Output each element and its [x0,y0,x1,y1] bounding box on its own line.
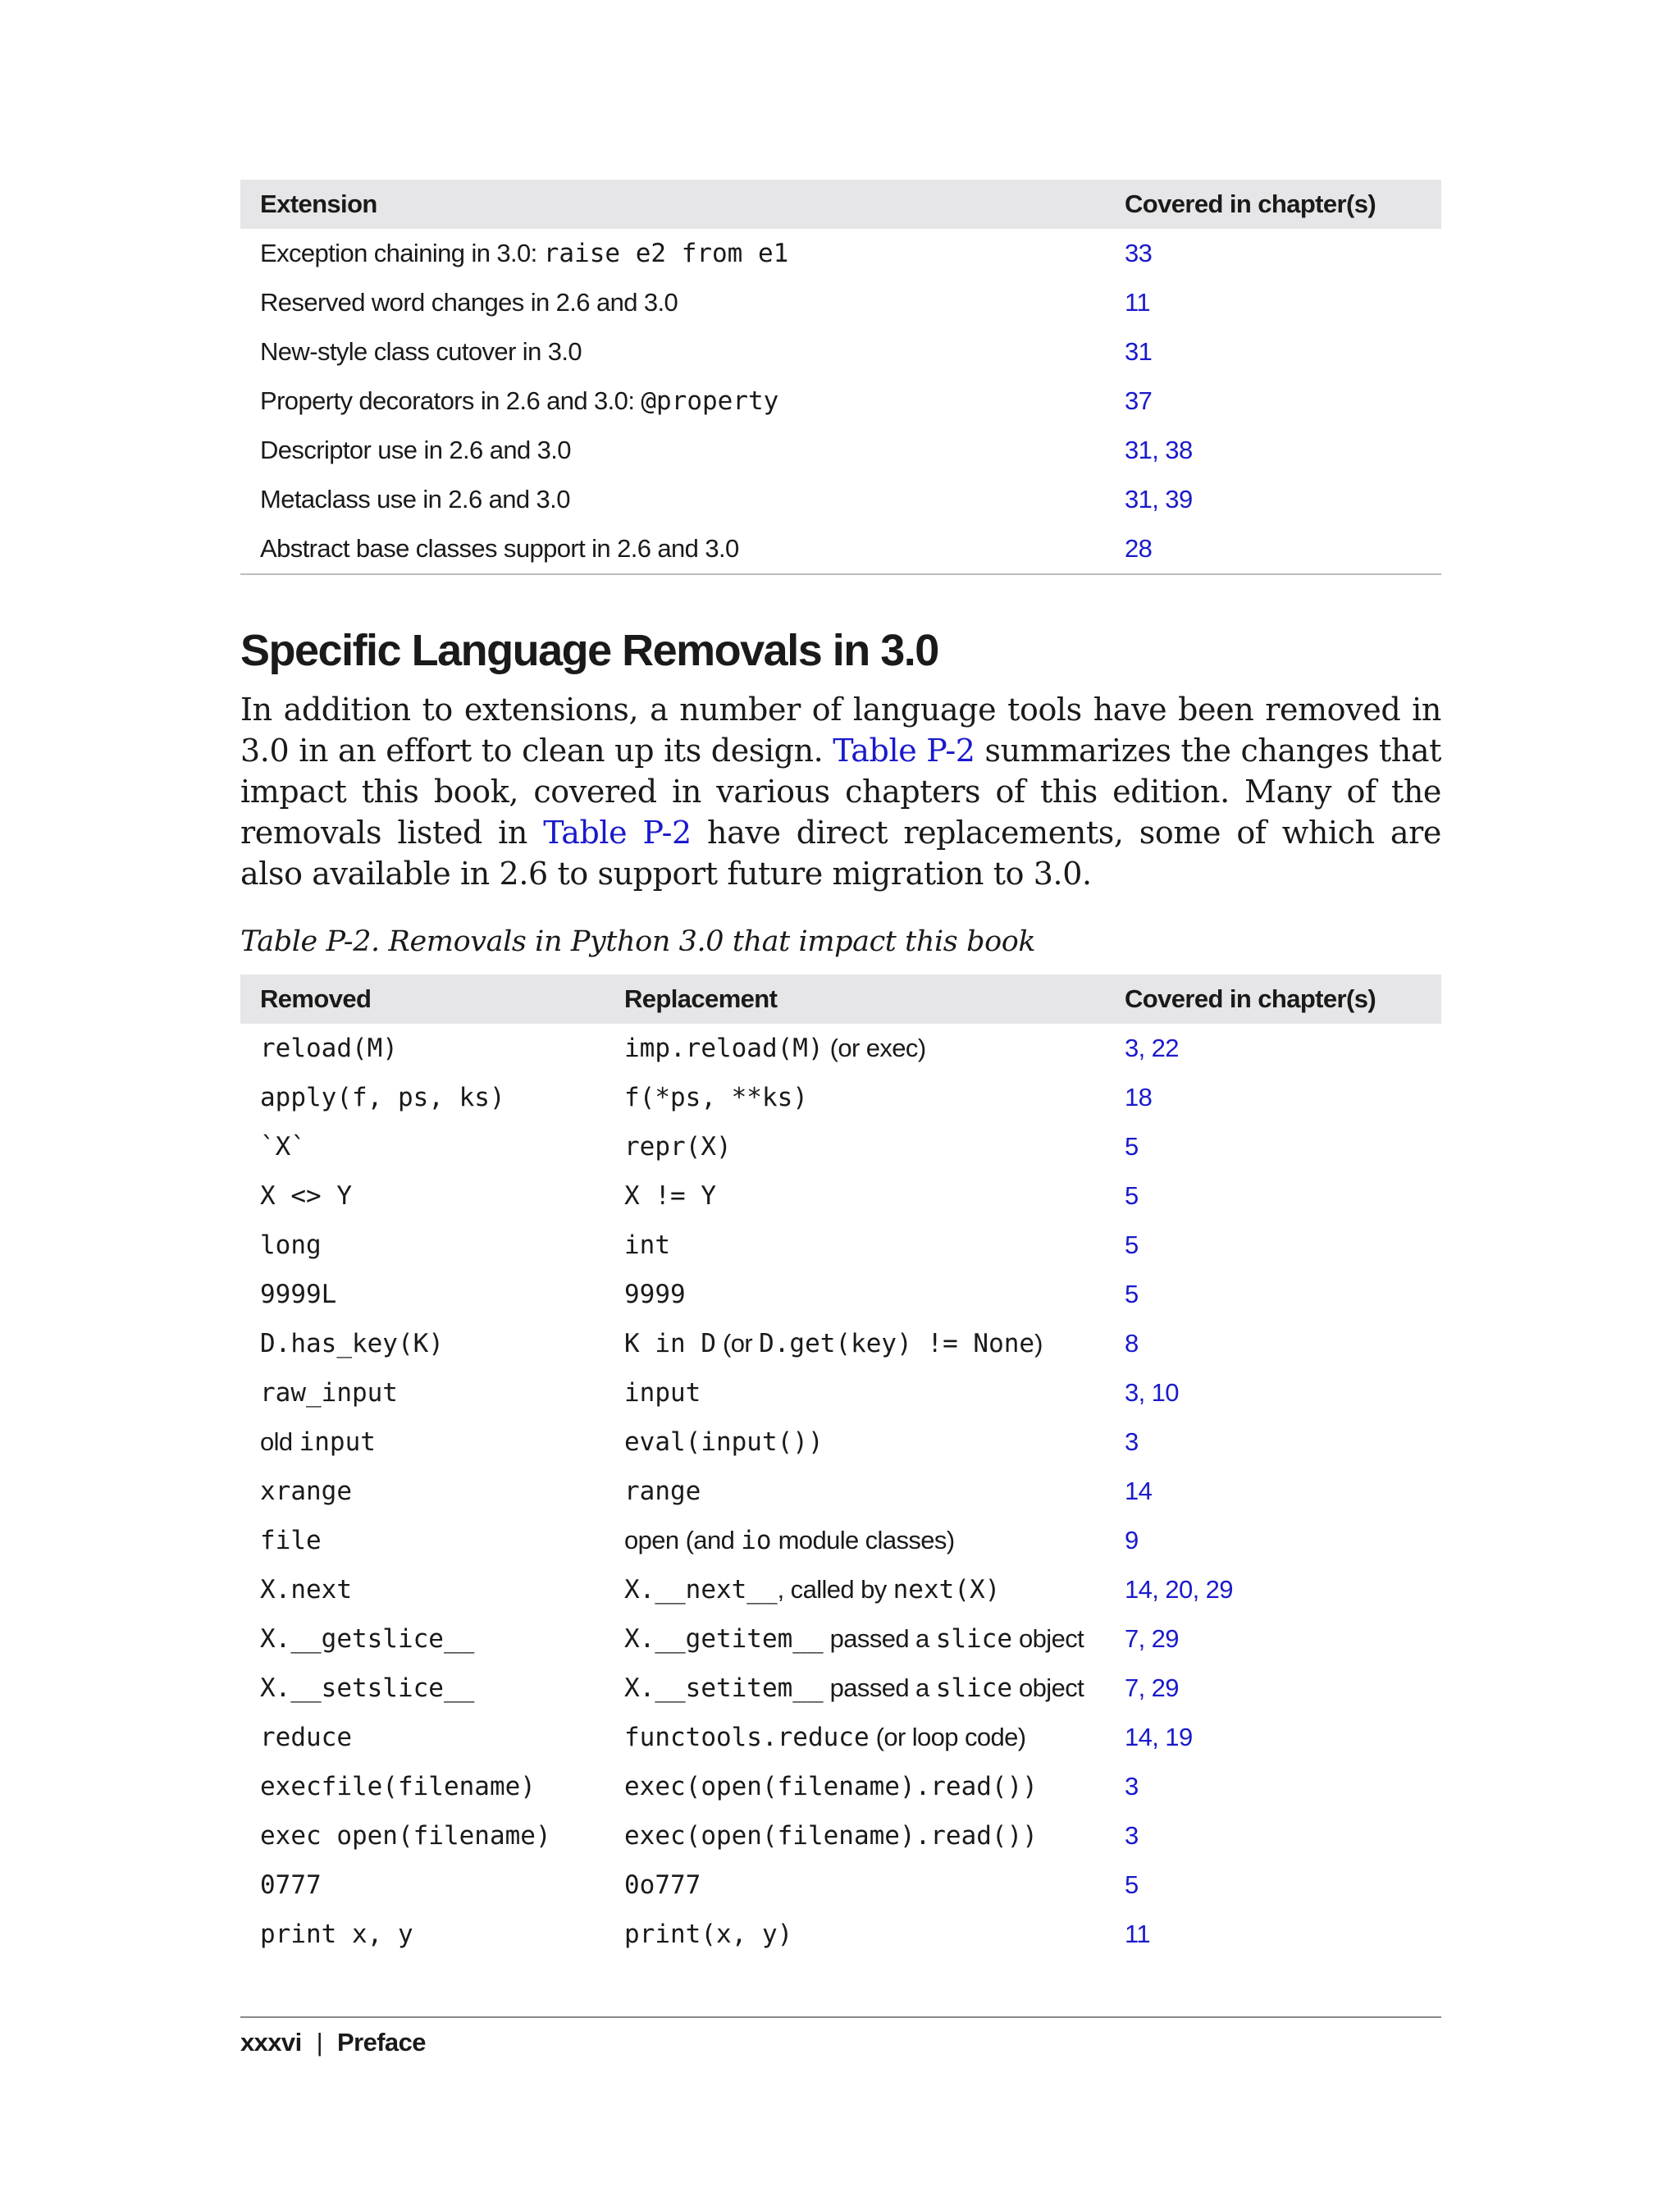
replacement-cell: X.__getitem__ passed a slice object [624,1624,1084,1654]
replacement-cell: repr(X) [624,1132,732,1162]
removed-cell: D.has_key(K) [260,1329,444,1358]
chapter-link[interactable]: 3 [1125,1772,1139,1801]
replacement-cell: exec(open(filename).read()) [624,1772,1038,1801]
chapter-link[interactable]: 5 [1125,1132,1139,1161]
table-row [240,1762,1441,1811]
chapter-link[interactable]: 14, 20, 29 [1125,1575,1233,1604]
chapter-link[interactable]: 33 [1125,239,1153,267]
chapter-link[interactable]: 11 [1125,288,1150,317]
chapter-link[interactable]: 3, 10 [1125,1378,1179,1407]
extension-cell: Metaclass use in 2.6 and 3.0 [260,485,570,514]
replacement-cell: exec(open(filename).read()) [624,1821,1038,1851]
chapter-link[interactable]: 3 [1125,1427,1139,1456]
chapter-link[interactable]: 8 [1125,1329,1139,1358]
replacement-cell: open (and io module classes) [624,1526,955,1555]
table-row [240,1664,1441,1713]
replacement-cell: 9999 [624,1280,686,1309]
table-row [240,1565,1441,1614]
chapter-link[interactable]: 7, 29 [1125,1624,1179,1653]
chapter-link[interactable]: 37 [1125,386,1153,415]
table-row [240,1467,1441,1516]
chapter-link[interactable]: 3, 22 [1125,1034,1179,1062]
removed-cell: reduce [260,1723,352,1752]
removed-cell: X.next [260,1575,352,1605]
table-caption: Table P-2. Removals in Python 3.0 that impact this book [240,925,1036,958]
table-row [240,1910,1441,1959]
table-row [240,524,1441,574]
page-number: xxxvi [240,2028,302,2057]
table-row [240,1073,1441,1122]
chapter-link[interactable]: 5 [1125,1181,1139,1210]
extension-cell: New-style class cutover in 3.0 [260,337,582,366]
column-header-chapters: Covered in chapter(s) [1105,975,1441,1024]
table-row [240,1860,1441,1910]
removed-cell: exec open(filename) [260,1821,551,1851]
replacement-cell: range [624,1477,701,1506]
chapter-link[interactable]: 7, 29 [1125,1673,1179,1702]
table-row [240,1122,1441,1171]
replacement-cell: X != Y [624,1181,716,1211]
removed-cell: X <> Y [260,1181,352,1211]
chapter-link[interactable]: 5 [1125,1230,1139,1259]
table-row [240,475,1441,524]
replacement-cell: eval(input()) [624,1427,824,1457]
replacement-cell: int [624,1230,670,1260]
table-row [240,1614,1441,1664]
table-row [240,426,1441,475]
removed-cell: 9999L [260,1280,337,1309]
replacement-cell: K in D (or D.get(key) != None) [624,1329,1043,1358]
extension-cell: Abstract base classes support in 2.6 and 3.0 [260,534,739,563]
replacement-cell: input [624,1378,701,1408]
table-reference-link[interactable]: Table P-2 [833,733,975,769]
table-row [240,1368,1441,1418]
section-heading: Specific Language Removals in 3.0 [240,626,938,675]
chapter-link[interactable]: 3 [1125,1821,1139,1850]
table-row [240,1221,1441,1270]
footer-divider [240,2016,1441,2018]
table-row [240,1319,1441,1368]
table-row [240,377,1441,426]
table-row [240,1171,1441,1221]
table-row [240,1270,1441,1319]
column-header-removed: Removed [240,975,605,1024]
table-row [240,1024,1441,1073]
chapter-link[interactable]: 31, 39 [1125,485,1193,514]
removed-cell: 0777 [260,1870,322,1900]
chapter-link[interactable]: 5 [1125,1870,1139,1899]
replacement-cell: X.__setitem__ passed a slice object [624,1673,1084,1703]
extension-cell: Reserved word changes in 2.6 and 3.0 [260,288,678,317]
extensions-table [240,180,1441,575]
removed-cell: long [260,1230,322,1260]
removed-cell: apply(f, ps, ks) [260,1083,505,1112]
removals-table [240,975,1441,1959]
table-row [240,1713,1441,1762]
chapter-link[interactable]: 28 [1125,534,1153,563]
replacement-cell: print(x, y) [624,1920,793,1949]
removed-cell: print x, y [260,1920,413,1949]
removed-cell: old input [260,1427,376,1457]
removed-cell: X.__setslice__ [260,1673,475,1703]
extension-cell: Property decorators in 2.6 and 3.0: @property [260,386,779,416]
section-name: Preface [337,2028,426,2057]
column-header-extension: Extension [240,180,1105,229]
table-header-row [240,180,1441,229]
removed-cell: `X` [260,1132,306,1162]
removed-cell: X.__getslice__ [260,1624,475,1654]
table-row [240,1811,1441,1860]
removed-cell: file [260,1526,322,1555]
replacement-cell: 0o777 [624,1870,701,1900]
replacement-cell: X.__next__, called by next(X) [624,1575,1001,1605]
extension-cell: Exception chaining in 3.0: raise e2 from e1 [260,239,789,268]
removed-cell: xrange [260,1477,352,1506]
chapter-link[interactable]: 14 [1125,1477,1153,1505]
column-header-chapters: Covered in chapter(s) [1105,180,1441,229]
column-header-replacement: Replacement [605,975,1105,1024]
footer-separator: | [316,2028,323,2057]
chapter-link[interactable]: 18 [1125,1083,1153,1112]
table-row [240,278,1441,327]
chapter-link[interactable]: 31, 38 [1125,436,1193,464]
chapter-link[interactable]: 5 [1125,1280,1139,1308]
table-reference-link[interactable]: Table P-2 [543,815,692,851]
table-header-row [240,975,1441,1024]
removed-cell: raw_input [260,1378,398,1408]
page-footer [240,2028,426,2057]
table-row [240,1516,1441,1565]
extension-cell: Descriptor use in 2.6 and 3.0 [260,436,571,464]
chapter-link[interactable]: 14, 19 [1125,1723,1193,1751]
removed-cell: reload(M) [260,1034,398,1063]
intro-paragraph: In addition to extensions, a number of language tools have been removed in 3.0 in an effort to clean up its design. Table P-2 summarizes the changes that impact this book, covered in various chapters of this edition. Many of the removals listed in Table P-2 have direct replacements, some of which are also available in 2.6 to support future migration to 3.0. [240,692,1441,892]
removed-cell: execfile(filename) [260,1772,536,1801]
table-row [240,1418,1441,1467]
code-snippet: @property [641,386,779,416]
chapter-link[interactable]: 31 [1125,337,1153,366]
chapter-link[interactable]: 9 [1125,1526,1139,1554]
table-row [240,229,1441,278]
code-snippet: raise e2 from e1 [543,239,789,268]
table-row [240,327,1441,377]
replacement-cell: f(*ps, **ks) [624,1083,808,1112]
replacement-cell: functools.reduce (or loop code) [624,1723,1026,1752]
chapter-link[interactable]: 11 [1125,1920,1150,1948]
replacement-cell: imp.reload(M) (or exec) [624,1034,926,1063]
